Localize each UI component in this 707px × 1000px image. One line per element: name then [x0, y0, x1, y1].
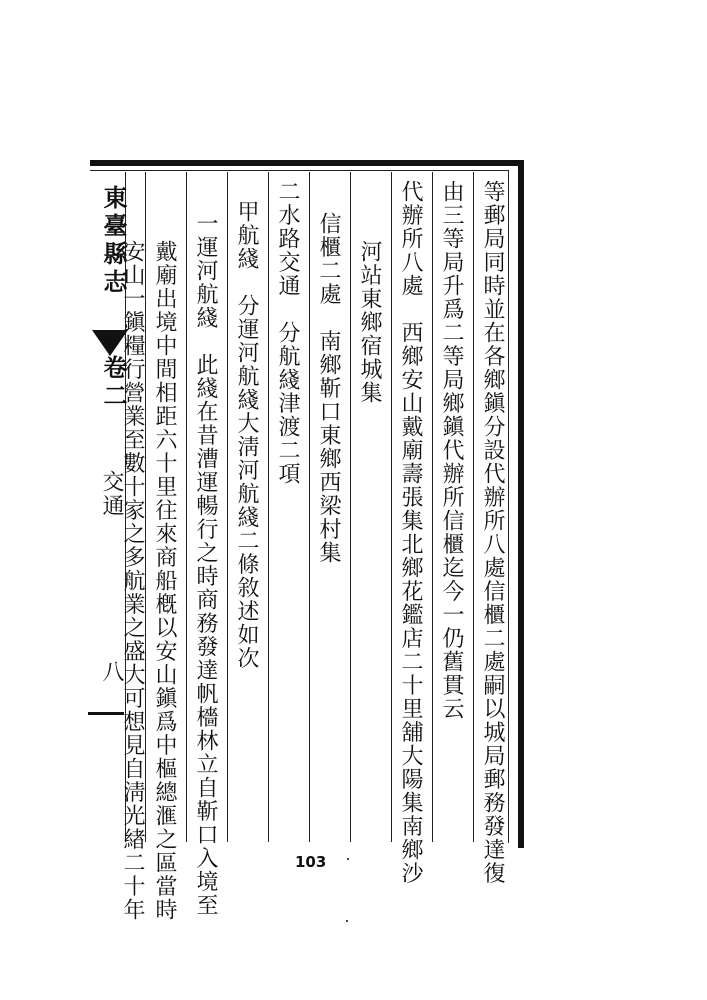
text-column-4: 河站東鄉宿城集	[357, 240, 382, 405]
text-column-2: 由三等局升爲二等局鄉鎭代辦所信櫃迄今一仍舊貫云	[439, 180, 464, 721]
book-title: 東臺縣志	[99, 185, 128, 297]
text-column-5: 信櫃二處 南鄉靳口東鄉西梁村集	[316, 212, 341, 565]
column-rule	[432, 172, 433, 842]
section-label: 交通	[99, 470, 124, 518]
column-rule	[227, 172, 228, 842]
text-column-6-heading: 二水路交通 分航綫津渡二項	[275, 180, 300, 486]
volume-label: 卷二	[99, 355, 128, 411]
column-rule	[268, 172, 269, 842]
column-rule	[350, 172, 351, 842]
column-rule	[473, 172, 474, 842]
leaf-number: 八	[99, 660, 124, 682]
spine-bottom-rule	[88, 712, 124, 715]
column-rule	[391, 172, 392, 842]
text-column-8: 一運河航綫 此綫在昔漕運暢行之時商務發達帆檣林立自靳口入境至	[193, 212, 218, 917]
column-rule	[309, 172, 310, 842]
column-rule	[186, 172, 187, 842]
scan-speck	[347, 858, 349, 860]
scan-speck	[346, 920, 348, 922]
text-column-7: 甲航綫 分運河航綫大淸河航綫二條敘述如次	[234, 200, 259, 670]
text-column-3: 代辦所八處 西鄉安山戴廟壽張集北鄉花鑑店二十里舖大陽集南鄉沙	[398, 180, 423, 885]
text-column-10: 安山一鎭糧行營業至數十家之多航業之盛大可想見自淸光緖二十年	[120, 240, 145, 922]
text-column-1: 等郵局同時並在各鄉鎭分設代辦所八處信櫃二處嗣以城局郵務發達復	[480, 180, 505, 885]
text-column-9: 戴廟出境中間相距六十里往來商船槪以安山鎭爲中樞總滙之區當時	[152, 240, 177, 922]
page-number: 103	[295, 853, 327, 871]
column-rule	[145, 172, 146, 842]
